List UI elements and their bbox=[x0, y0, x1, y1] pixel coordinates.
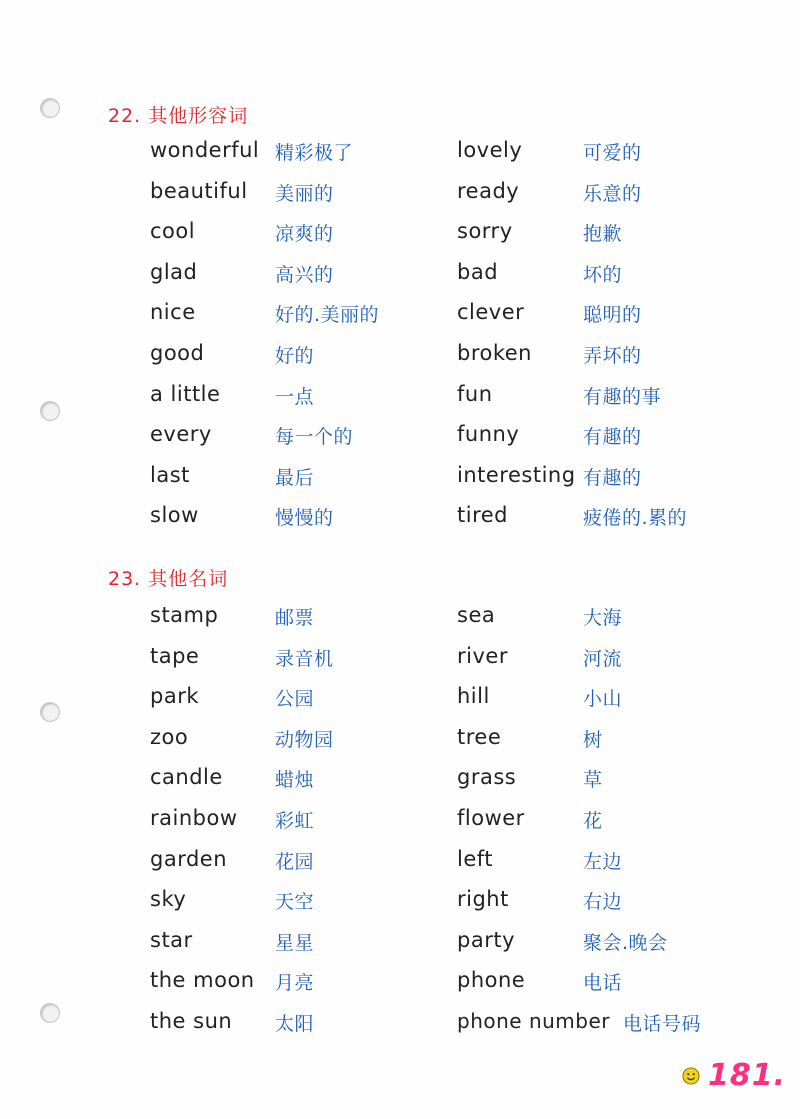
chinese-meaning: 慢慢的 bbox=[275, 507, 334, 530]
nouns-right-column bbox=[457, 597, 777, 1044]
english-word: zoo bbox=[150, 724, 189, 749]
chinese-meaning: 彩虹 bbox=[275, 809, 315, 832]
english-word: tired bbox=[457, 503, 508, 528]
chinese-meaning: 好的.美丽的 bbox=[275, 304, 380, 327]
english-word: sorry bbox=[457, 219, 513, 244]
vocab-row bbox=[457, 213, 777, 254]
vocab-row bbox=[457, 376, 777, 417]
english-word: phone number bbox=[457, 1008, 611, 1033]
vocab-row bbox=[150, 294, 470, 335]
english-word: a little bbox=[150, 381, 221, 406]
vocab-row bbox=[150, 800, 470, 841]
vocab-row bbox=[457, 922, 777, 963]
english-word: interesting bbox=[457, 462, 576, 487]
chinese-meaning: 月亮 bbox=[275, 972, 315, 995]
chinese-meaning: 一点 bbox=[275, 385, 315, 408]
english-word: glad bbox=[150, 259, 198, 284]
english-word: phone bbox=[457, 968, 526, 993]
english-word: broken bbox=[457, 340, 532, 365]
chinese-meaning: 凉爽的 bbox=[275, 223, 334, 246]
nouns-left-column bbox=[150, 597, 470, 1044]
chinese-meaning: 草 bbox=[583, 769, 603, 792]
chinese-meaning: 录音机 bbox=[275, 647, 334, 670]
vocab-row bbox=[457, 962, 777, 1003]
chinese-meaning: 美丽的 bbox=[275, 182, 334, 205]
vocab-row bbox=[150, 638, 470, 679]
english-word: stamp bbox=[150, 603, 219, 627]
english-word: the sun bbox=[150, 1008, 233, 1033]
chinese-meaning: 聪明的 bbox=[583, 304, 642, 327]
english-word: fun bbox=[457, 381, 493, 406]
vocab-row bbox=[150, 678, 470, 719]
vocab-row bbox=[457, 800, 777, 841]
vocab-row bbox=[150, 759, 470, 800]
chinese-meaning: 乐意的 bbox=[583, 182, 642, 205]
vocab-row bbox=[457, 335, 777, 376]
english-word: the moon bbox=[150, 968, 255, 993]
page-footer bbox=[682, 1058, 786, 1093]
english-word: star bbox=[150, 927, 193, 952]
chinese-meaning: 抱歉 bbox=[583, 223, 623, 246]
vocab-row bbox=[457, 638, 777, 679]
vocab-row bbox=[457, 416, 777, 457]
chinese-meaning: 蜡烛 bbox=[275, 769, 315, 792]
english-word: bad bbox=[457, 259, 499, 284]
vocab-row bbox=[150, 254, 470, 295]
vocab-row bbox=[150, 1003, 470, 1044]
chinese-meaning: 精彩极了 bbox=[275, 142, 354, 164]
page-number: 181. bbox=[708, 1058, 787, 1093]
vocab-row bbox=[150, 416, 470, 457]
chinese-meaning: 太阳 bbox=[275, 1012, 315, 1035]
chinese-meaning: 左边 bbox=[583, 850, 623, 873]
adjectives-left-column bbox=[150, 132, 470, 538]
english-word: right bbox=[457, 887, 509, 912]
chinese-meaning: 动物园 bbox=[275, 728, 334, 751]
english-word: garden bbox=[150, 846, 228, 871]
vocab-row bbox=[457, 678, 777, 719]
chinese-meaning: 有趣的 bbox=[583, 466, 642, 489]
chinese-meaning: 花园 bbox=[275, 850, 315, 873]
binder-hole bbox=[40, 401, 60, 421]
vocab-row bbox=[150, 376, 470, 417]
section-title-adjectives: 22. 其他形容词 bbox=[108, 105, 249, 127]
chinese-meaning: 电话 bbox=[583, 972, 623, 995]
chinese-meaning: 有趣的 bbox=[583, 426, 642, 449]
chinese-meaning: 邮票 bbox=[275, 607, 315, 629]
english-word: good bbox=[150, 340, 205, 365]
vocab-row bbox=[150, 922, 470, 963]
chinese-meaning: 天空 bbox=[275, 891, 315, 914]
binder-hole bbox=[40, 1003, 60, 1023]
chinese-meaning: 好的 bbox=[275, 344, 315, 367]
vocab-row bbox=[457, 597, 777, 638]
chinese-meaning: 花 bbox=[583, 809, 603, 832]
chinese-meaning: 河流 bbox=[583, 647, 623, 670]
vocab-row bbox=[457, 759, 777, 800]
vocab-row bbox=[150, 597, 470, 638]
english-word: rainbow bbox=[150, 805, 238, 830]
english-word: tape bbox=[150, 643, 200, 668]
english-word: flower bbox=[457, 805, 525, 830]
english-word: sea bbox=[457, 603, 496, 627]
vocab-row bbox=[150, 881, 470, 922]
chinese-meaning: 可爱的 bbox=[583, 142, 642, 164]
section-title-nouns: 23. 其他名词 bbox=[108, 568, 229, 590]
vocab-row bbox=[457, 1003, 777, 1044]
vocab-row bbox=[150, 335, 470, 376]
english-word: candle bbox=[150, 765, 223, 790]
chinese-meaning: 小山 bbox=[583, 688, 623, 711]
english-word: tree bbox=[457, 724, 502, 749]
adjectives-right-column bbox=[457, 132, 777, 538]
smiley-face-icon bbox=[682, 1067, 700, 1085]
english-word: every bbox=[150, 422, 212, 447]
vocab-row bbox=[150, 457, 470, 498]
english-word: river bbox=[457, 643, 508, 668]
chinese-meaning: 疲倦的.累的 bbox=[583, 507, 688, 530]
english-word: lovely bbox=[457, 138, 523, 162]
chinese-meaning: 树 bbox=[583, 728, 603, 751]
vocab-row bbox=[457, 294, 777, 335]
english-word: clever bbox=[457, 300, 525, 325]
chinese-meaning: 右边 bbox=[583, 891, 623, 914]
english-word: sky bbox=[150, 887, 187, 912]
vocab-row bbox=[457, 254, 777, 295]
english-word: park bbox=[150, 684, 199, 709]
vocab-row bbox=[150, 132, 470, 173]
vocab-row bbox=[150, 173, 470, 214]
binder-hole bbox=[40, 98, 60, 118]
vocab-row bbox=[457, 719, 777, 760]
english-word: last bbox=[150, 462, 190, 487]
vocab-row bbox=[457, 173, 777, 214]
english-word: grass bbox=[457, 765, 517, 790]
chinese-meaning: 高兴的 bbox=[275, 263, 334, 286]
chinese-meaning: 电话号码 bbox=[623, 1012, 702, 1035]
chinese-meaning: 星星 bbox=[275, 931, 315, 954]
vocab-row bbox=[150, 962, 470, 1003]
vocab-row bbox=[457, 457, 777, 498]
english-word: slow bbox=[150, 503, 199, 528]
vocab-row bbox=[150, 719, 470, 760]
vocab-row bbox=[457, 881, 777, 922]
chinese-meaning: 坏的 bbox=[583, 263, 623, 286]
english-word: cool bbox=[150, 219, 196, 244]
vocab-row bbox=[150, 841, 470, 882]
english-word: ready bbox=[457, 178, 520, 203]
vocab-row bbox=[457, 497, 777, 538]
chinese-meaning: 聚会.晚会 bbox=[583, 931, 668, 954]
chinese-meaning: 公园 bbox=[275, 688, 315, 711]
english-word: funny bbox=[457, 422, 520, 447]
binder-hole bbox=[40, 702, 60, 722]
chinese-meaning: 最后 bbox=[275, 466, 315, 489]
vocab-row bbox=[457, 841, 777, 882]
english-word: nice bbox=[150, 300, 196, 325]
vocab-row bbox=[150, 213, 470, 254]
chinese-meaning: 每一个的 bbox=[275, 426, 354, 449]
chinese-meaning: 弄坏的 bbox=[583, 344, 642, 367]
english-word: left bbox=[457, 846, 494, 871]
vocab-row bbox=[150, 497, 470, 538]
vocab-row bbox=[457, 132, 777, 173]
english-word: hill bbox=[457, 684, 490, 709]
chinese-meaning: 大海 bbox=[583, 607, 623, 629]
english-word: wonderful bbox=[150, 138, 260, 162]
english-word: beautiful bbox=[150, 178, 248, 203]
chinese-meaning: 有趣的事 bbox=[583, 385, 662, 408]
english-word: party bbox=[457, 927, 515, 952]
